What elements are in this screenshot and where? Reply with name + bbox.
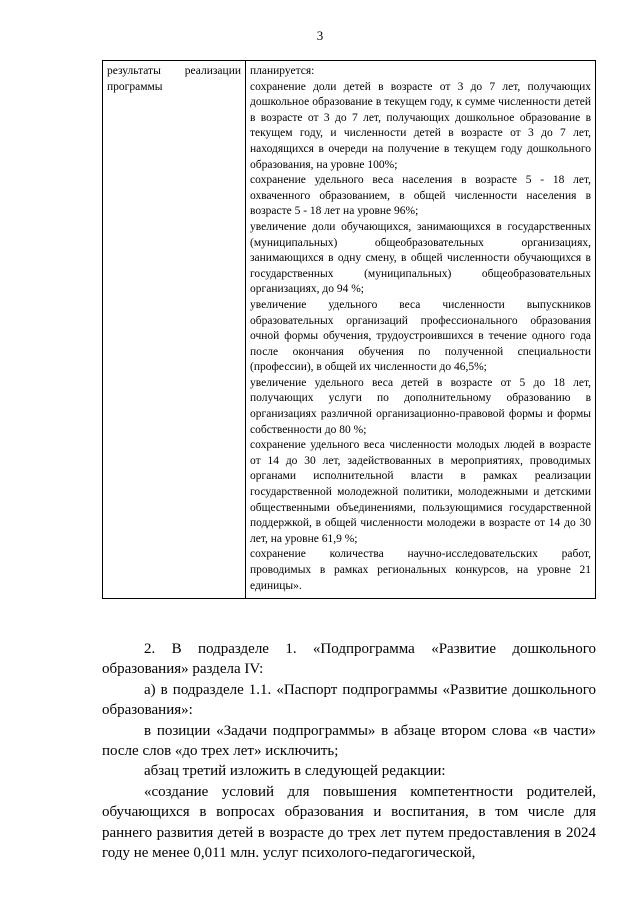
result-item: сохранение удельного веса численности молодых людей в возрасте от 14 до 30 лет, задействованных в мероприятиях, проводимых органами исполнительной власти в рамках реализации государственной молодежной политики, молодежными и детскими общественными объединениями, пользующимися государственной поддержкой, в общей численности молодежи в возрасте от 14 до 30 лет, на уровне 61,9 %; bbox=[250, 439, 591, 545]
result-item: сохранение удельного веса населения в возрасте 5 - 18 лет, охваченного образованием, в общей численности населения в возрасте 5 - 18 лет на уровне 96%; bbox=[250, 174, 591, 218]
result-item: увеличение доли обучающихся, занимающихся в государственных (муниципальных) общеобразовательных организациях, занимающихся в одну смену, в общей численности обучающихся в государственных (муниципальных) общеобразовательных организациях, до 94 %; bbox=[250, 220, 591, 296]
result-item: увеличение удельного веса детей в возрасте от 5 до 18 лет, получающих услуги по дополнительному образованию в организациях различной организационно-правовой формы и формы собственности до 80 %; bbox=[250, 376, 591, 436]
paragraph: абзац третий изложить в следующей редакции: bbox=[144, 763, 446, 780]
passport-table bbox=[102, 60, 596, 599]
table-content-cell bbox=[246, 61, 596, 599]
paragraph: «создание условий для повышения компетентности родителей, обучающихся в вопросах образования и воспитания, в том числе для раннего развития детей в возрасте до трех лет путем предоставления в 2024 году не менее 0,011 млн. услуг психолого-педагогической, bbox=[102, 783, 596, 862]
result-item: сохранение количества научно-исследовательских работ, проводимых в рамках региональных конкурсов, на уровне 21 единицы». bbox=[250, 548, 591, 592]
paragraph: 2. В подразделе 1. «Подпрограмма «Развитие дошкольного образования» раздела IV: bbox=[102, 641, 596, 678]
table-row bbox=[103, 61, 596, 599]
document-body bbox=[102, 639, 596, 863]
page-number: 3 bbox=[316, 28, 324, 43]
table-intro: планируется: bbox=[250, 65, 315, 77]
paragraph: а) в подразделе 1.1. «Паспорт подпрограммы «Развитие дошкольного образования»: bbox=[102, 681, 596, 719]
result-item: увеличение удельного веса численности выпускников образовательных организаций профессионального образования очной формы обучения, трудоустроившихся в течение одного года после окончания обучения по полученной специальности (профессии), в общей их численности до 46,5%; bbox=[250, 298, 591, 374]
table-label-cell: результаты реализации программы bbox=[103, 61, 246, 599]
result-item: сохранение доли детей в возрасте от 3 до 7 лет, получающих дошкольное образование в текущем году, к сумме численности детей в возрасте от 3 до 7 лет, получающих дошкольное образование в текущем году, и численности детей в возрасте от 3 до 7 лет, находящихся в очереди на получение в текущем году дошкольного образования, на уровне 100%; bbox=[250, 80, 591, 171]
paragraph: в позиции «Задачи подпрограммы» в абзаце втором слова «в части» после слов «до трех лет» исключить; bbox=[102, 722, 596, 760]
